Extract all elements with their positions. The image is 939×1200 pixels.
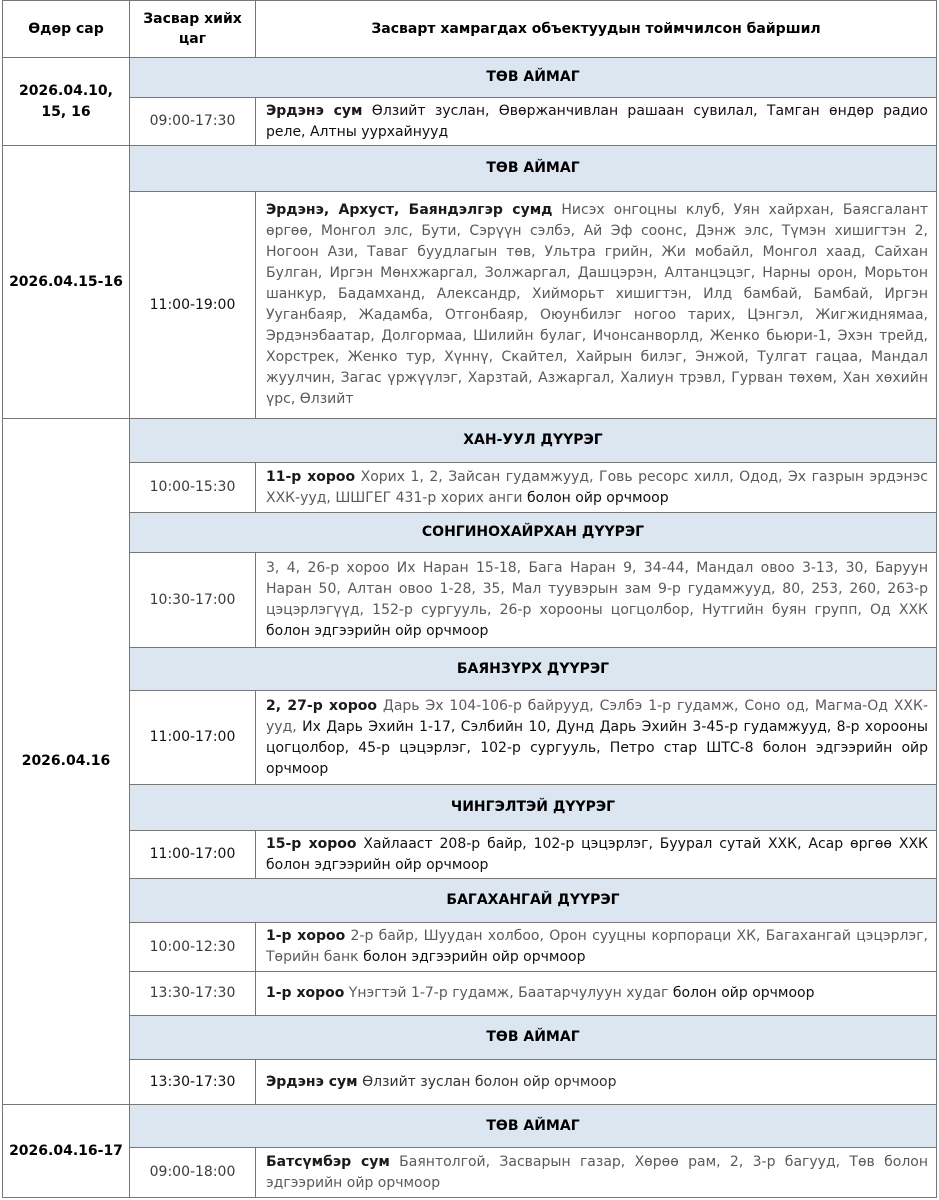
location-cell [256, 972, 937, 1016]
table-header-row [3, 1, 937, 58]
location-text: Өлзийт зуслан, Өвөржанчивлан рашаан сувилал, Тамган өндөр радио реле, Алтны уурхайнууд [266, 102, 928, 140]
location-text: Баянтолгой, Засварын газар, Хөрөө рам, 2, 3-р багууд, Төв болон эдгээрийн ойр орчмоор [266, 1153, 928, 1191]
location-tail: Хайлааст 208-р байр, 102-р цэцэрлэг, Буурал сутай ХХК, Асар өргөө ХХК болон эдгээрийн ойр орчмоор [266, 835, 928, 873]
table-row [3, 192, 937, 419]
location-tail: болон ойр орчмоор [668, 985, 815, 1001]
location-text: Нисэх онгоцны клуб, Уян хайрхан, Баясгалант өргөө, Монгол элс, Бути, Сэрүүн сэлбэ, Ай Эф соонс, Дэнж элс, Түмэн хишигтэн 2, Ногоон Ази, Таваг буудлагын төв, Ультра грийн, Жи мобайл, Монгол хаад, Сайхан Булган, Иргэн Мөнхжаргал, Золжаргал, Дашцэрэн, Алтанцэцэг, Нарны орон, Морьтон шанкур, Бадамханд, Александр, Хийморьт хишигтэн, Илд бамбай, Бамбай, Иргэн Ууганбаяр, Жадамба, Отгонбаяр, Оюунбилэг ногоо тарих, Цэнгэл, Жигжиднямаа, Эрдэнэбаатар, Долгормаа, Шилийн булаг, Ичонсанворлд, Женко бьюри-1, Эхэн трейд, Хорстрек, Женко тур, Хүннү, Скайтел, Хайрын билэг, Энжой, Тулгат гацаа, Мандал жуулчин, Загас үржүүлэг, Харзтай, Азжаргал, Халиун трэвл, Гурван төхөм, Хан хөхийн үрс, Өлзийт [266, 202, 929, 407]
table-row [3, 923, 937, 972]
time-cell: 10:00-15:30 [130, 463, 256, 513]
date-cell: 2026.04.15-16 [3, 146, 130, 419]
location-cell [256, 553, 937, 648]
location-bold: 15-р хороо [266, 835, 357, 852]
time-cell: 10:00-12:30 [130, 923, 256, 972]
time-cell: 10:30-17:00 [130, 553, 256, 648]
header-date: Өдөр сар [3, 1, 130, 58]
location-cell [256, 1060, 937, 1105]
section-heading: ЧИНГЭЛТЭЙ ДҮҮРЭГ [130, 785, 937, 831]
location-text: Хорих 1, 2, Зайсан гудамжууд, Говь ресорс хилл, Одод, Эх газрын эрдэнэс ХХК-ууд, ШШГЕГ 431-р хорих анги [266, 468, 928, 506]
table-row [3, 691, 937, 785]
location-text: Өлзийт зуслан болон ойр орчмоор [357, 1073, 617, 1090]
location-bold: 1-р хороо [266, 928, 346, 944]
section-heading: БАГАХАНГАЙ ДҮҮРЭГ [130, 879, 937, 923]
date-cell: 2026.04.16 [3, 419, 130, 1105]
time-cell: 11:00-17:00 [130, 691, 256, 785]
time-cell: 13:30-17:30 [130, 972, 256, 1016]
location-cell [256, 831, 937, 879]
location-cell [256, 98, 937, 146]
section-row [3, 785, 937, 831]
location-tail: болон ойр орчмоор [522, 489, 669, 506]
location-bold: Батсүмбэр сум [266, 1153, 390, 1170]
location-text: Дарь Эх 104-106-р байрууд, Сэлбэ 1-р гудамж, Соно од, Магма-Од ХХК-ууд, [266, 697, 928, 735]
location-bold: Эрдэнэ сум [266, 1073, 358, 1090]
location-cell [256, 923, 937, 972]
time-cell: 11:00-19:00 [130, 192, 256, 419]
table-row [3, 831, 937, 879]
table-row [3, 1060, 937, 1105]
table-row [3, 553, 937, 648]
time-cell: 13:30-17:30 [130, 1060, 256, 1105]
location-bold: Эрдэнэ сум [266, 102, 363, 119]
section-row [3, 513, 937, 553]
location-bold: 11-р хороо [266, 468, 356, 485]
time-cell: 09:00-18:00 [130, 1148, 256, 1198]
header-time: Засвар хийх цаг [130, 1, 256, 58]
header-location: Засварт хамрагдах объектуудын тоймчилсон байршил [256, 1, 937, 58]
section-heading: СОНГИНОХАЙРХАН ДҮҮРЭГ [130, 513, 937, 553]
table-row [3, 1148, 937, 1198]
location-text: Үнэгтэй 1-7-р гудамж, Баатарчулуун худаг [344, 985, 669, 1001]
location-bold: Эрдэнэ, Архуст, Баяндэлгэр сумд [266, 202, 553, 218]
location-bold: 1-р хороо [266, 985, 345, 1001]
table-row [3, 98, 937, 146]
location-text: 2-р байр, Шуудан холбоо, Орон сууцны корпораци ХК, Багахангай цэцэрлэг, Төрийн банк [266, 928, 928, 965]
location-cell [256, 1148, 937, 1198]
section-heading: БАЯНЗҮРХ ДҮҮРЭГ [130, 648, 937, 691]
location-cell [256, 192, 937, 419]
section-row [3, 1105, 937, 1148]
section-row [3, 58, 937, 98]
table-row [3, 972, 937, 1016]
time-cell: 09:00-17:30 [130, 98, 256, 146]
location-tail: болон эдгээрийн ойр орчмоор [266, 623, 489, 639]
section-row [3, 146, 937, 192]
section-heading: ТӨВ АЙМАГ [130, 1016, 937, 1060]
location-cell [256, 691, 937, 785]
date-cell: 2026.04.16-17 [3, 1105, 130, 1198]
section-heading: ТӨВ АЙМАГ [130, 146, 937, 192]
section-row [3, 648, 937, 691]
location-cell [256, 463, 937, 513]
section-heading: ТӨВ АЙМАГ [130, 58, 937, 98]
section-row [3, 879, 937, 923]
location-tail: Их Дарь Эхийн 1-17, Сэлбийн 10, Дунд Дарь Эхийн 3-45-р гудамжууд, 8-р хорооны цогцолбор, 45-р цэцэрлэг, 102-р сургууль, Петро стар ШТС-8 болон эдгээрийн ойр орчмоор [266, 718, 928, 777]
table-row [3, 463, 937, 513]
section-row [3, 419, 937, 463]
maintenance-schedule-table [2, 0, 937, 1198]
section-heading: ХАН-УУЛ ДҮҮРЭГ [130, 419, 937, 463]
location-tail: болон эдгээрийн ойр орчмоор [358, 949, 586, 965]
section-row [3, 1016, 937, 1060]
location-bold: 2, 27-р хороо [266, 697, 377, 714]
date-cell: 2026.04.10, 15, 16 [3, 58, 130, 146]
time-cell: 11:00-17:00 [130, 831, 256, 879]
location-text: 3, 4, 26-р хороо Их Наран 15-18, Бага Наран 9, 34-44, Мандал овоо 3-13, 30, Баруун Наран 50, Алтан овоо 1-28, 35, Мал туувэрын зам 9-р гудамжууд, 80, 253, 260, 263-р цэцэрлэгүүд, 152-р сургууль, 26-р хорооны цогцолбор, Нутгийн буян групп, Од ХХК [266, 560, 928, 618]
section-heading: ТӨВ АЙМАГ [130, 1105, 937, 1148]
